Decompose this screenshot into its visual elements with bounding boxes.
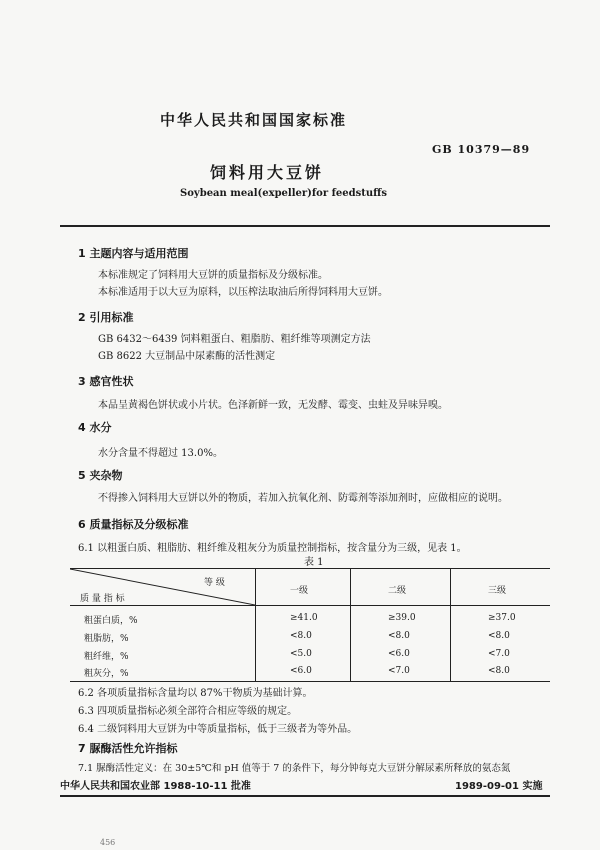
footer-rule: [60, 795, 550, 797]
page-number: 456: [100, 838, 116, 847]
section-6-heading: 6 质量指标及分级标准: [78, 518, 189, 531]
grade-header: 二级: [388, 586, 407, 596]
section-2-line-1: GB 6432～6439 饲料粗蛋白、粗脂肪、粗纤维等项测定方法: [98, 334, 371, 345]
issuer-heading: 中华人民共和国国家标准: [160, 111, 348, 129]
row-label: 粗灰分，%: [84, 669, 129, 679]
table-cell: <8.0: [290, 631, 312, 641]
section-3-line-1: 本品呈黄褐色饼状或小片状。色泽新鲜一致，无发酵、霉变、虫蛀及异味异嗅。: [98, 400, 448, 411]
grade-header: 三级: [488, 586, 507, 596]
corner-header-grade: 等 级: [204, 578, 225, 588]
document-title: 饲料用大豆饼: [210, 163, 325, 182]
clause-7-1: 7.1 脲酶活性定义：在 30±5℃和 pH 值等于 7 的条件下，每分钟每克大豆饼分解尿素所释放的氨态氮: [78, 763, 511, 774]
standard-code: GB 10379—89: [432, 143, 531, 156]
section-1-line-2: 本标准适用于以大豆为原料，以压榨法取油后所得饲料用大豆饼。: [98, 287, 388, 298]
table-cell: <8.0: [488, 666, 510, 676]
table-cell: <8.0: [388, 631, 410, 641]
section-4-heading: 4 水分: [78, 421, 112, 434]
table-cell: ≥41.0: [290, 613, 318, 623]
clause-6-4: 6.4 二级饲料用大豆饼为中等质量指标，低于三级者为等外品。: [78, 724, 358, 735]
section-2-line-2: GB 8622 大豆制品中尿素酶的活性测定: [98, 351, 276, 362]
clause-6-2: 6.2 各项质量指标含量均以 87%干物质为基础计算。: [78, 688, 313, 699]
table-cell: <5.0: [290, 649, 312, 659]
row-label: 粗纤维，%: [84, 652, 129, 662]
table-cell: ≥37.0: [488, 613, 516, 623]
quality-table: [70, 568, 550, 682]
section-4-line-1: 水分含量不得超过 13.0%。: [98, 448, 223, 459]
table-caption: 表 1: [304, 557, 324, 568]
section-1-heading: 1 主题内容与适用范围: [78, 247, 189, 260]
table-cell: <6.0: [388, 649, 410, 659]
section-7-heading: 7 脲酶活性允许指标: [78, 742, 178, 755]
table-cell: <7.0: [488, 649, 510, 659]
table-cell: <7.0: [388, 666, 410, 676]
header-rule: [60, 225, 550, 227]
section-1-line-1: 本标准规定了饲料用大豆饼的质量指标及分级标准。: [98, 270, 328, 281]
grade-header: 一级: [290, 586, 309, 596]
document-title-en: Soybean meal(expeller)for feedstuffs: [180, 188, 387, 199]
effective-line: 1989-09-01 实施: [455, 781, 543, 792]
section-3-heading: 3 感官性状: [78, 375, 134, 388]
clause-6-3: 6.3 四项质量指标必须全部符合相应等级的规定。: [78, 706, 298, 717]
table-cell: <8.0: [488, 631, 510, 641]
row-label: 粗脂肪，%: [84, 634, 129, 644]
table-cell: <6.0: [290, 666, 312, 676]
corner-header-indicator: 质 量 指 标: [80, 594, 125, 604]
section-6-line-1: 6.1 以粗蛋白质、粗脂肪、粗纤维及粗灰分为质量控制指标，按含量分为三级，见表 1。: [78, 543, 467, 554]
approval-line: 中华人民共和国农业部 1988-10-11 批准: [60, 781, 251, 792]
row-label: 粗蛋白质，%: [84, 616, 138, 626]
section-5-heading: 5 夹杂物: [78, 469, 123, 482]
section-2-heading: 2 引用标准: [78, 311, 134, 324]
table-cell: ≥39.0: [388, 613, 416, 623]
section-5-line-1: 不得掺入饲料用大豆饼以外的物质，若加入抗氧化剂、防霉剂等添加剂时，应做相应的说明。: [98, 493, 508, 504]
